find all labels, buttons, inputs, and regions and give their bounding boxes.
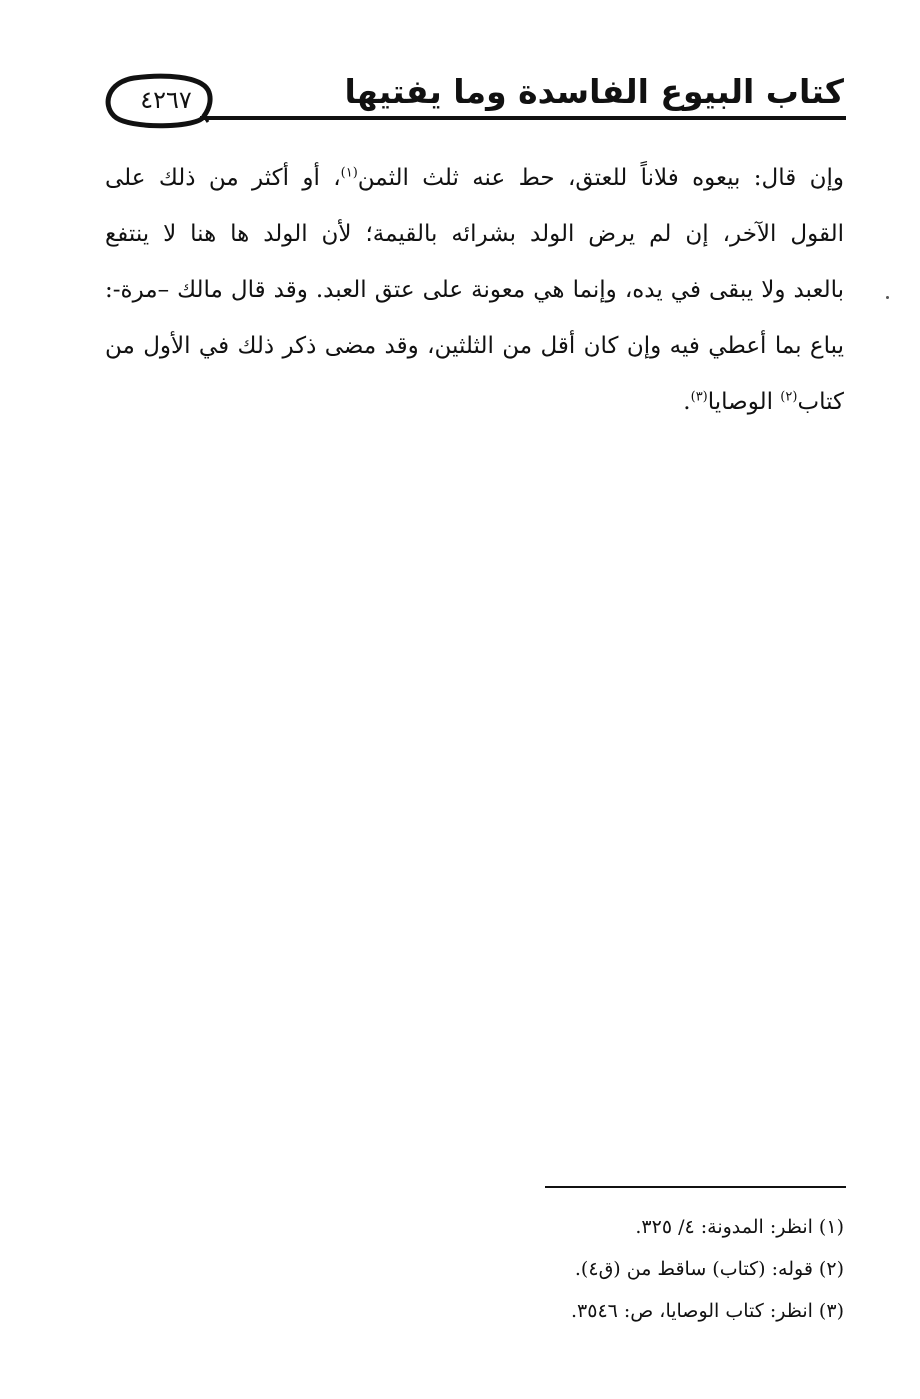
footnote-ref-2[interactable]: (٢) <box>780 389 798 405</box>
footnote-ref-1[interactable]: (١) <box>340 165 358 181</box>
line-text: كتاب <box>797 389 844 415</box>
footnote-separator <box>545 1186 846 1188</box>
line-text: الوصايا <box>707 389 781 415</box>
scan-speck <box>886 296 889 299</box>
text-line-3: بالعبد ولا يبقى في يده، وإنما هي معونة على عتق العبد. وقد قال مالك –مرة-: <box>105 277 844 303</box>
text-line-4: يباع بما أعطي فيه وإن كان أقل من الثلثين، وقد مضى ذكر ذلك في الأول من <box>105 333 844 359</box>
line-text: ، أو أكثر من ذلك على <box>105 165 341 191</box>
line-text: . <box>683 389 691 415</box>
main-text <box>105 150 844 430</box>
footnote-2: (٢) قوله: (كتاب) ساقط من (ق٤). <box>574 1258 844 1280</box>
footnote-ref-3[interactable]: (٣) <box>690 389 708 405</box>
line-text: وإن قال: بيعوه فلاناً للعتق، حط عنه ثلث الثمن <box>357 165 844 191</box>
text-line-2: القول الآخر، إن لم يرض الولد بشرائه بالقيمة؛ لأن الولد ها هنا لا ينتفع <box>105 221 844 247</box>
page-number: ٤٢٦٧ <box>140 86 192 114</box>
text-line-1 <box>105 150 844 206</box>
page-number-badge <box>104 72 216 132</box>
text-line-5 <box>105 374 844 430</box>
footnote-3: (٣) انظر: كتاب الوصايا، ص: ٣٥٤٦. <box>570 1300 844 1322</box>
running-title: كتاب البيوع الفاسدة وما يفتيها <box>344 72 844 111</box>
footnotes <box>571 1206 844 1332</box>
footnote-1: (١) انظر: المدونة: ٤/ ٣٢٥. <box>635 1216 844 1238</box>
header-rule <box>200 116 846 120</box>
